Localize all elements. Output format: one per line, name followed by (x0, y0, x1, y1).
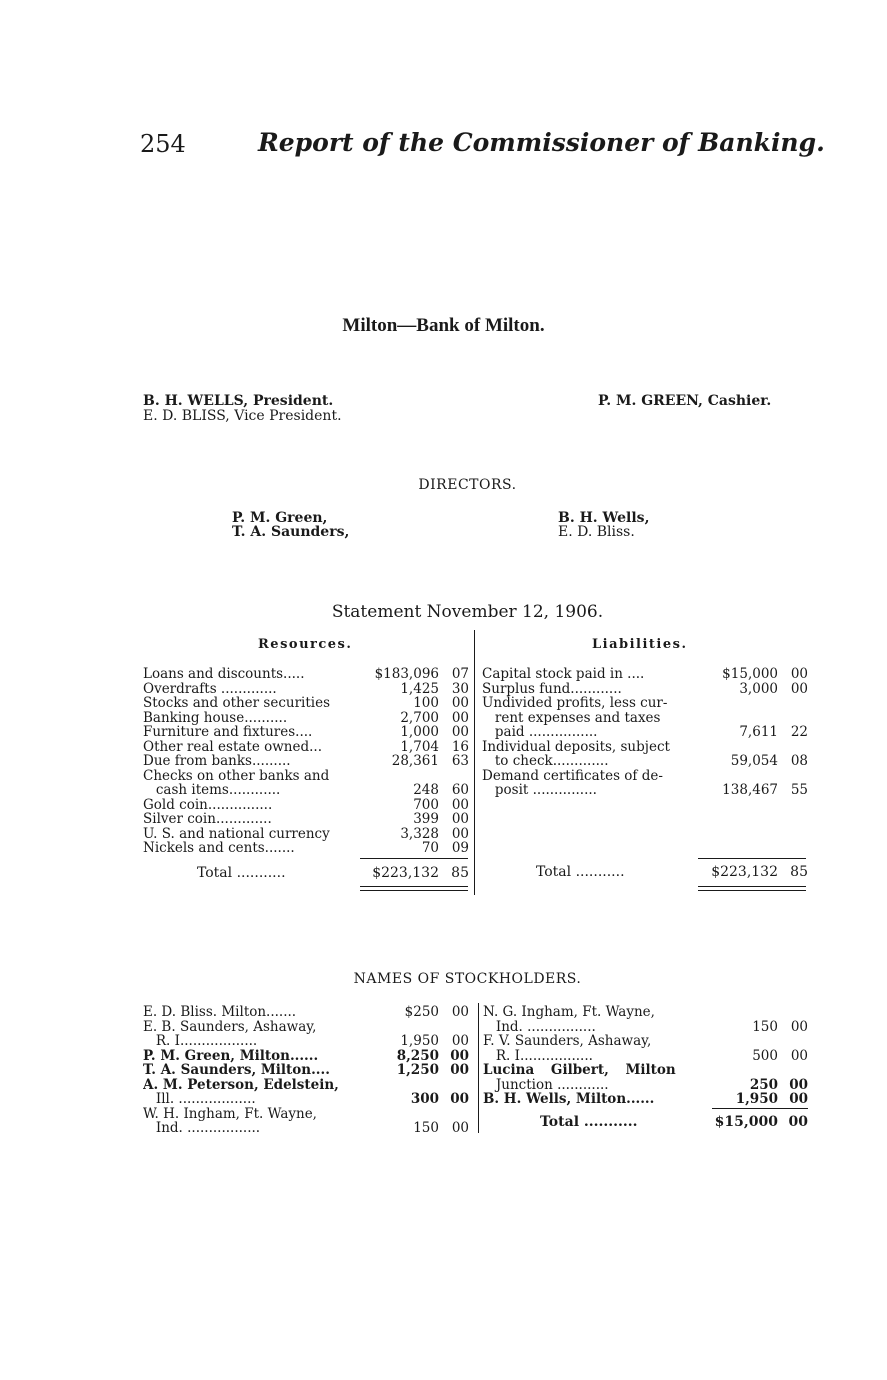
stockholders-left-list (143, 1005, 469, 1136)
table-row (482, 740, 808, 755)
liability-cents: 55 (790, 782, 808, 798)
stockholder-dollars: 150 (752, 1018, 778, 1035)
liability-label: Capital stock paid in .... (482, 667, 645, 682)
officer-president: B. H. WELLS, President. (143, 393, 334, 409)
stockholders-right-list (483, 1005, 808, 1107)
liability-cents: 00 (790, 666, 808, 682)
table-row (143, 667, 469, 682)
resources-double-rule (360, 886, 468, 891)
resource-label: Due from banks......... (143, 754, 291, 769)
resource-cents: 00 (451, 695, 469, 711)
table-row (482, 682, 808, 697)
resource-label: Other real estate owned... (143, 739, 323, 754)
stockholder-name: Ill. .................. (143, 1092, 256, 1107)
resource-dollars: 248 (413, 782, 439, 798)
liability-dollars: 7,611 (739, 724, 778, 740)
stockholder-cents: 00 (451, 1033, 469, 1049)
resource-dollars: 100 (413, 695, 439, 711)
stockholder-name: R. I................. (483, 1048, 593, 1063)
resource-dollars: $183,096 (374, 666, 439, 682)
resource-cents: 00 (451, 709, 469, 726)
resource-dollars: 28,361 (391, 753, 439, 769)
director-left-2: T. A. Saunders, (232, 524, 350, 540)
resource-cents: 00 (451, 825, 469, 842)
resources-total-row (197, 866, 469, 882)
liability-label: posit ............... (482, 783, 597, 798)
liability-cents: 22 (790, 724, 808, 740)
resource-cents: 00 (451, 724, 469, 740)
table-row (143, 841, 469, 856)
table-row (482, 769, 808, 784)
resource-cents: 00 (451, 811, 469, 827)
stockholder-name: Junction ............ (483, 1077, 609, 1092)
list-item (143, 1121, 469, 1136)
liabilities-double-rule (698, 886, 806, 891)
stockholder-cents: 00 (790, 1018, 808, 1035)
table-row (143, 696, 469, 711)
resource-label: U. S. and national currency (143, 826, 330, 841)
statement-column-divider (474, 630, 475, 895)
liabilities-total-label: Total ........... (536, 865, 625, 880)
table-row (143, 725, 469, 740)
resource-label: Silver coin............. (143, 812, 272, 827)
liability-cents: 00 (790, 680, 808, 697)
list-item (143, 1092, 469, 1107)
table-row (482, 725, 808, 740)
stockholder-name: A. M. Peterson, Edelstein, (143, 1077, 339, 1092)
table-row (143, 711, 469, 726)
resource-cents: 00 (451, 796, 469, 813)
liability-dollars: $15,000 (722, 666, 778, 682)
directors-heading: DIRECTORS. (418, 477, 517, 493)
resources-total-cents: 85 (451, 865, 469, 881)
stockholder-cents: 00 (451, 1004, 469, 1020)
list-item (143, 1107, 469, 1122)
stockholder-cents: 00 (450, 1047, 469, 1064)
resource-dollars: 70 (421, 840, 439, 856)
table-row (482, 783, 808, 798)
resource-label: Banking house.......... (143, 710, 288, 725)
resource-dollars: 1,425 (400, 680, 439, 697)
stockholder-name: T. A. Saunders, Milton.... (143, 1063, 330, 1078)
resource-dollars: 700 (413, 796, 439, 813)
table-row (143, 754, 469, 769)
table-row (143, 740, 469, 755)
table-row (482, 667, 808, 682)
resource-cents: 09 (451, 840, 469, 856)
stockholders-total-row (540, 1115, 808, 1131)
stockholder-dollars: $250 (404, 1004, 439, 1020)
resources-total-label: Total ........... (197, 866, 286, 881)
resource-label: Overdrafts ............. (143, 681, 277, 696)
stockholder-name: Ind. ................ (483, 1019, 596, 1034)
resource-cents: 60 (451, 782, 469, 798)
table-row (143, 769, 469, 784)
stockholders-total-cents: 00 (788, 1114, 808, 1130)
stockholder-dollars: 500 (752, 1047, 778, 1064)
liability-cents: 08 (790, 753, 808, 769)
resources-table (143, 667, 469, 856)
page-number: 254 (140, 130, 186, 158)
liabilities-heading: Liabilities. (592, 637, 688, 652)
resource-cents: 07 (451, 666, 469, 682)
stockholder-name: E. B. Saunders, Ashaway, (143, 1019, 317, 1034)
resource-dollars: 3,328 (400, 825, 439, 842)
stockholder-name: F. V. Saunders, Ashaway, (483, 1034, 652, 1049)
liability-label: Undivided profits, less cur- (482, 696, 668, 711)
stockholder-cents: 00 (451, 1120, 469, 1136)
resource-label: cash items............ (143, 783, 281, 798)
table-row (143, 783, 469, 798)
stockholder-dollars: 1,950 (735, 1091, 778, 1107)
list-item (483, 1005, 808, 1020)
stockholder-dollars: 8,250 (396, 1047, 439, 1064)
table-row (482, 711, 808, 726)
stockholder-name: Lucina Gilbert, Milton (483, 1063, 676, 1078)
officer-cashier: P. M. GREEN, Cashier. (598, 393, 772, 409)
resource-dollars: 1,000 (400, 724, 439, 740)
table-row (482, 696, 808, 711)
liability-dollars: 138,467 (722, 782, 778, 798)
resource-cents: 63 (451, 753, 469, 769)
liability-label: Individual deposits, subject (482, 739, 670, 754)
resources-total-dollars: $223,132 (372, 865, 439, 881)
stockholders-sum-rule (712, 1108, 808, 1109)
list-item (483, 1092, 808, 1107)
liabilities-total-dollars: $223,132 (711, 864, 778, 880)
stockholder-cents: 00 (789, 1076, 808, 1093)
list-item (143, 1005, 469, 1020)
list-item (483, 1049, 808, 1064)
stockholder-name: N. G. Ingham, Ft. Wayne, (483, 1005, 655, 1020)
running-title: Report of the Commissioner of Banking. (258, 128, 825, 157)
list-item (143, 1078, 469, 1093)
resource-dollars: 2,700 (400, 709, 439, 726)
liability-label: paid ................ (482, 725, 598, 740)
resource-cents: 30 (451, 680, 469, 697)
resources-heading: Resources. (258, 637, 353, 652)
liability-label: Demand certificates of de- (482, 768, 663, 783)
bank-title: Milton—Bank of Milton. (342, 315, 545, 336)
resource-label: Stocks and other securities (143, 696, 331, 711)
stockholder-cents: 00 (789, 1091, 808, 1107)
stockholder-dollars: 250 (749, 1076, 778, 1093)
resource-dollars: 399 (413, 811, 439, 827)
stockholder-dollars: 1,250 (396, 1062, 439, 1078)
stockholders-column-divider (478, 1003, 479, 1133)
list-item (143, 1049, 469, 1064)
list-item (143, 1020, 469, 1035)
stockholder-cents: 00 (450, 1062, 469, 1078)
liability-label: Surplus fund............ (482, 681, 622, 696)
resource-label: Loans and discounts..... (143, 667, 305, 682)
list-item (483, 1063, 808, 1078)
resource-dollars: 1,704 (400, 738, 439, 755)
resource-label: Checks on other banks and (143, 768, 330, 783)
list-item (483, 1020, 808, 1035)
liability-label: to check............. (482, 754, 609, 769)
liabilities-total-row (536, 865, 808, 881)
stockholder-name: W. H. Ingham, Ft. Wayne, (143, 1106, 317, 1121)
resource-label: Gold coin............... (143, 797, 273, 812)
liabilities-total-cents: 85 (790, 864, 808, 880)
resource-label: Nickels and cents....... (143, 841, 295, 856)
liability-dollars: 59,054 (730, 753, 778, 769)
director-left-1: P. M. Green, (232, 510, 328, 526)
stockholder-cents: 00 (790, 1047, 808, 1064)
stockholder-dollars: 1,950 (400, 1033, 439, 1049)
stockholder-name: B. H. Wells, Milton...... (483, 1092, 655, 1107)
table-row (143, 682, 469, 697)
stockholder-name: E. D. Bliss. Milton....... (143, 1005, 297, 1020)
director-right-2: E. D. Bliss. (558, 524, 635, 540)
list-item (143, 1063, 469, 1078)
table-row (143, 812, 469, 827)
liabilities-sum-rule (698, 858, 806, 859)
stockholder-name: Ind. ................. (143, 1121, 261, 1136)
resource-label: Furniture and fixtures.... (143, 725, 313, 740)
resource-cents: 16 (451, 738, 469, 755)
liability-dollars: 3,000 (739, 680, 778, 697)
statement-title: Statement November 12, 1906. (331, 602, 604, 622)
stockholder-dollars: 300 (410, 1091, 439, 1107)
table-row (143, 798, 469, 813)
stockholders-total-dollars: $15,000 (714, 1114, 778, 1130)
director-right-1: B. H. Wells, (558, 510, 650, 526)
stockholders-heading: NAMES OF STOCKHOLDERS. (353, 971, 582, 987)
stockholder-cents: 00 (450, 1091, 469, 1107)
table-row (143, 827, 469, 842)
liability-label: rent expenses and taxes (482, 710, 661, 725)
liabilities-table (482, 667, 808, 798)
list-item (483, 1034, 808, 1049)
list-item (483, 1078, 808, 1093)
stockholders-total-label: Total ........... (540, 1115, 638, 1130)
stockholder-name: R. I.................. (143, 1034, 258, 1049)
stockholder-dollars: 150 (413, 1120, 439, 1136)
table-row (482, 754, 808, 769)
resources-sum-rule (360, 858, 468, 859)
stockholder-name: P. M. Green, Milton...... (143, 1048, 319, 1063)
list-item (143, 1034, 469, 1049)
officer-vice-president: E. D. BLISS, Vice President. (143, 408, 342, 424)
